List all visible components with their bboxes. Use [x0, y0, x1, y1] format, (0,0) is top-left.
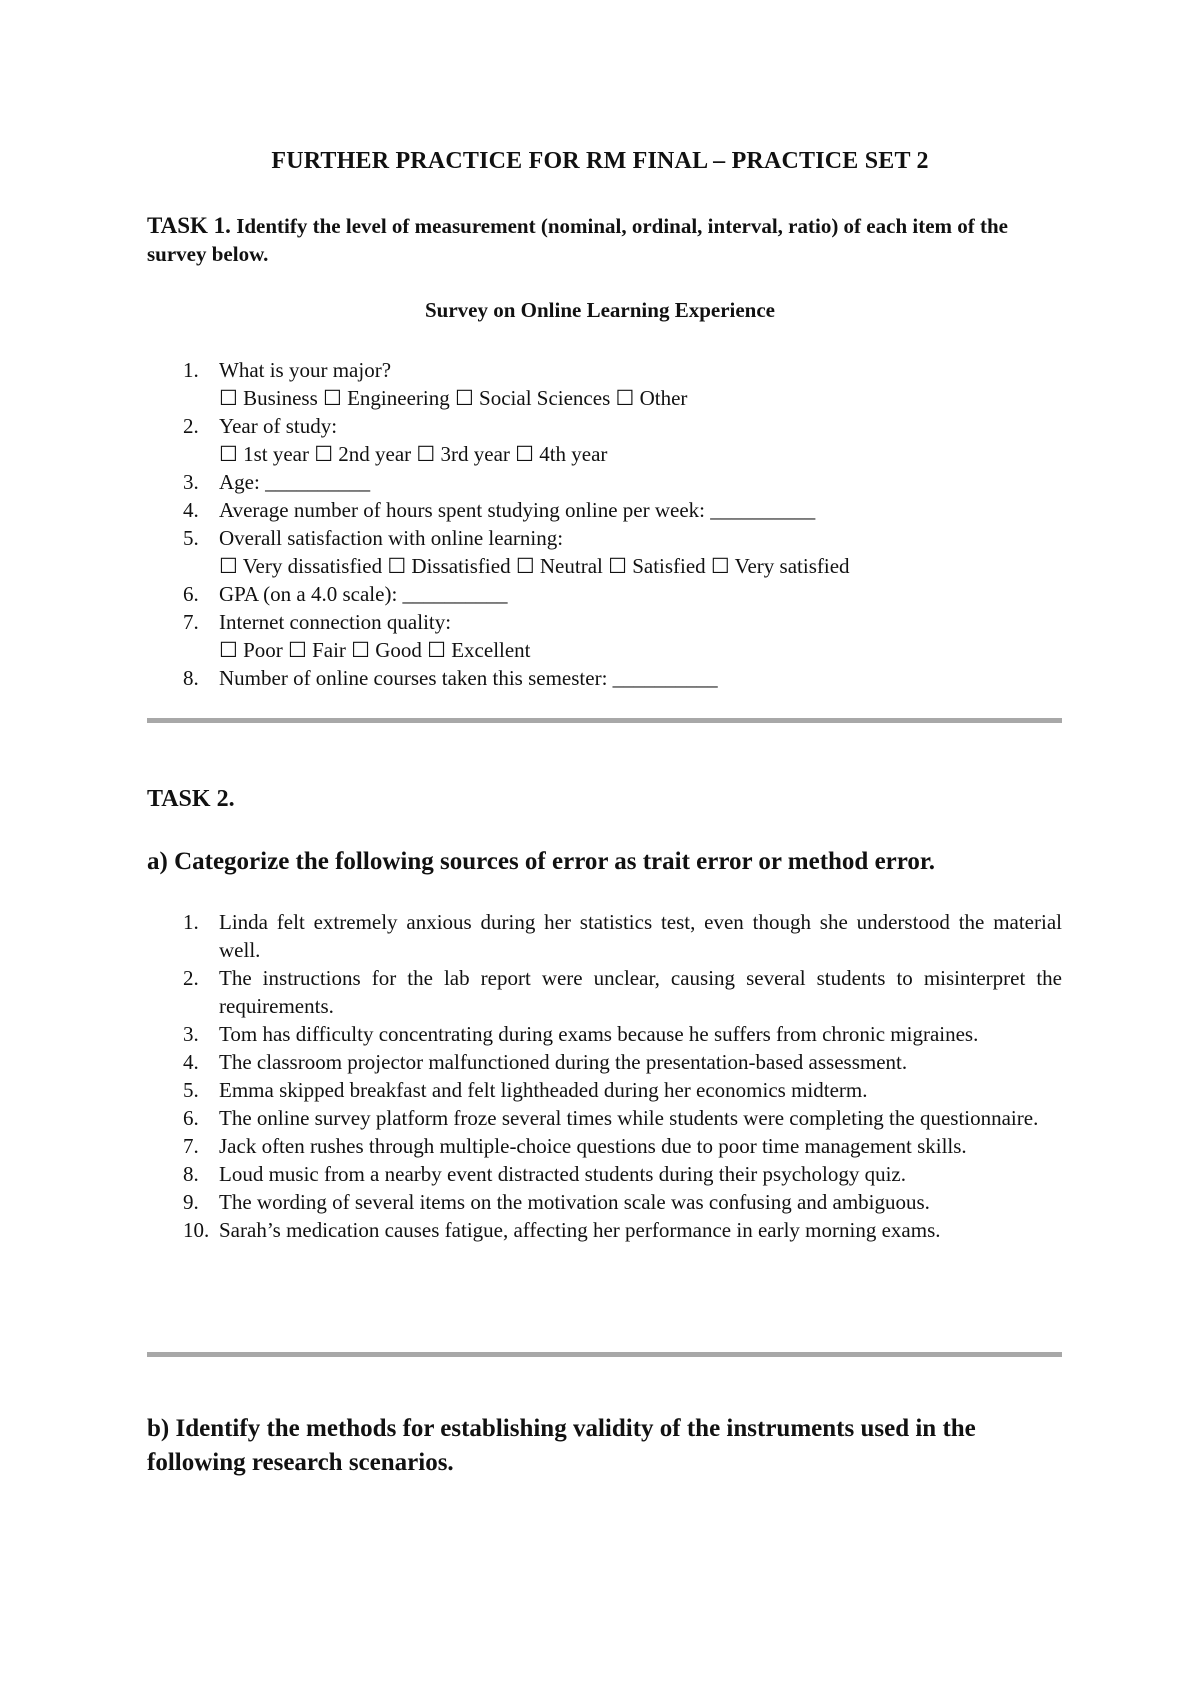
task2-part-a-heading: a) Categorize the following sources of error as trait error or method error. [147, 848, 935, 875]
item-number: 3. [183, 470, 199, 494]
error-text: The instructions for the lab report were unclear, causing several students to misinterpret the requirements. [219, 966, 1062, 1018]
item-number: 5. [183, 526, 199, 550]
error-text: The online survey platform froze several times while students were completing the questionnaire. [219, 1106, 1039, 1130]
survey-list [147, 356, 1062, 692]
item-number: 6. [183, 582, 199, 606]
item-number: 2. [183, 414, 199, 438]
error-item [147, 1188, 1062, 1216]
survey-item [147, 580, 1062, 608]
error-item [147, 1048, 1062, 1076]
error-item [147, 908, 1062, 964]
item-number: 1. [183, 358, 199, 382]
item-number: 4. [183, 1050, 199, 1074]
survey-item [147, 524, 1062, 580]
item-number: 8. [183, 1162, 199, 1186]
item-question: Age: __________ [219, 470, 371, 494]
error-text: Loud music from a nearby event distracted students during their psychology quiz. [219, 1162, 907, 1186]
survey-item [147, 496, 1062, 524]
survey-item [147, 356, 1062, 412]
error-item [147, 1160, 1062, 1188]
item-number: 10. [183, 1218, 210, 1242]
error-text: The classroom projector malfunctioned during the presentation-based assessment. [219, 1050, 908, 1074]
item-question: Year of study: [219, 414, 338, 438]
document-title: FURTHER PRACTICE FOR RM FINAL – PRACTICE SET 2 [271, 148, 929, 174]
error-item [147, 964, 1062, 1020]
item-question: What is your major? [219, 358, 392, 382]
item-options: ☐ Very dissatisfied ☐ Dissatisfied ☐ Neutral ☐ Satisfied ☐ Very satisfied [219, 554, 850, 578]
error-text: Linda felt extremely anxious during her statistics test, even though she understood the material well. [219, 910, 1062, 962]
item-options: ☐ Poor ☐ Fair ☐ Good ☐ Excellent [219, 638, 531, 662]
item-number: 2. [183, 966, 199, 990]
item-number: 9. [183, 1190, 199, 1214]
item-options: ☐ Business ☐ Engineering ☐ Social Sciences ☐ Other [219, 386, 688, 410]
section-divider [147, 718, 1062, 723]
error-text: Emma skipped breakfast and felt lightheaded during her economics midterm. [219, 1078, 868, 1102]
error-text: The wording of several items on the motivation scale was confusing and ambiguous. [219, 1190, 930, 1214]
survey-item [147, 608, 1062, 664]
task1-instruction [147, 212, 1062, 268]
task1-text: Identify the level of measurement (nominal, ordinal, interval, ratio) of each item of the survey below. [147, 214, 1008, 266]
error-item [147, 1104, 1062, 1132]
error-item [147, 1020, 1062, 1048]
item-number: 4. [183, 498, 199, 522]
task2-part-b-heading: b) Identify the methods for establishing validity of the instruments used in the following research scenarios. [147, 1415, 976, 1476]
task1-label: TASK 1. [147, 213, 231, 238]
item-question: Internet connection quality: [219, 610, 452, 634]
error-text: Jack often rushes through multiple-choice questions due to poor time management skills. [219, 1134, 967, 1158]
error-text: Tom has difficulty concentrating during exams because he suffers from chronic migraines. [219, 1022, 979, 1046]
item-number: 1. [183, 910, 199, 934]
item-question: Number of online courses taken this semester: __________ [219, 666, 718, 690]
item-number: 3. [183, 1022, 199, 1046]
survey-title: Survey on Online Learning Experience [424, 298, 775, 322]
item-question: Overall satisfaction with online learning: [219, 526, 564, 550]
error-item [147, 1076, 1062, 1104]
item-number: 8. [183, 666, 199, 690]
item-question: GPA (on a 4.0 scale): __________ [219, 582, 508, 606]
error-item [147, 1216, 1062, 1244]
item-question: Average number of hours spent studying online per week: __________ [219, 498, 816, 522]
item-options: ☐ 1st year ☐ 2nd year ☐ 3rd year ☐ 4th year [219, 442, 608, 466]
error-list [147, 908, 1062, 1244]
survey-item [147, 468, 1062, 496]
section-divider [147, 1352, 1062, 1357]
error-item [147, 1132, 1062, 1160]
item-number: 7. [183, 610, 199, 634]
item-number: 7. [183, 1134, 199, 1158]
item-number: 5. [183, 1078, 199, 1102]
item-number: 6. [183, 1106, 199, 1130]
survey-item [147, 664, 1062, 692]
survey-item [147, 412, 1062, 468]
task2-heading: TASK 2. [147, 786, 235, 812]
error-text: Sarah’s medication causes fatigue, affecting her performance in early morning exams. [219, 1218, 941, 1242]
